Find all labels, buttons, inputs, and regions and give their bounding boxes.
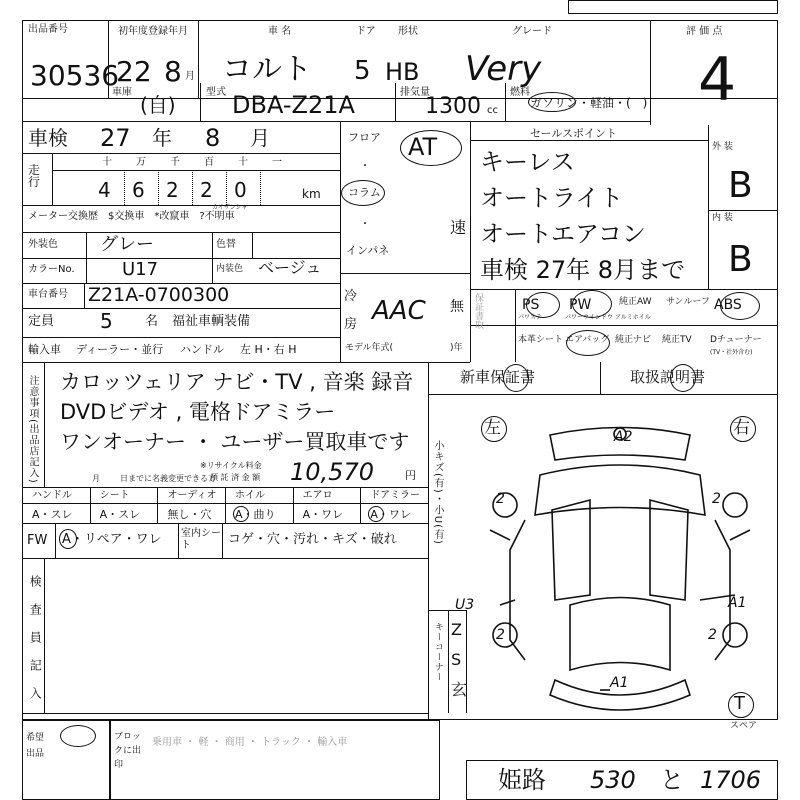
kaizan-ruby: カイザンシャ [212,204,248,211]
hope-label: 希望出品 [26,733,45,759]
mileage-digit: 0 [234,178,247,202]
equipment-circle [720,292,760,320]
part-value: A・ワレ [370,508,411,521]
score-label: 評 価 点 [686,26,723,37]
recycle-value: 10,570 [290,458,374,486]
corner-box [568,0,778,14]
block-label: ブロックに出印 [114,732,142,770]
lot-number: 30536 [30,59,120,92]
import-label: 輸入車 [28,343,61,356]
sales-point-item: 車検 27年 8月まで [480,256,686,284]
grade-value: Very [465,49,542,89]
note-line: ワンオーナー ・ ユーザー買取車です [60,430,410,454]
at-value: AT [408,133,438,161]
speed-label: 速 [450,218,467,237]
place-value: 姫路 [498,766,546,794]
dealer-label: ディーラー・並行 [76,343,164,356]
exterior-value: B [728,165,753,206]
fw-label: FW [27,533,48,548]
displacement-label: 排気量 [400,87,430,98]
fw-text: A・リペア・ワレ [62,532,162,547]
equipment-circle [526,292,560,318]
displacement-value: 1300 [425,94,481,119]
equipment-item: PS [522,297,540,313]
part-value: A・スレ [32,508,73,521]
mileage-digit: 2 [166,178,179,202]
damage-mark: U3 [455,597,475,613]
shape-value: HB [385,58,420,86]
part-value: A・曲り [235,508,276,521]
capacity-unit: 名 [145,314,159,329]
mileage-sep [124,170,125,205]
parts-sep [157,487,158,523]
lot-label: 出品番号 [28,24,68,35]
doors-value: 5 [354,56,371,86]
equipment-circle [572,290,612,318]
place-sep: と [660,766,684,794]
inspection-label: 車検 [28,126,68,150]
plate-value: (自) [140,93,176,117]
mileage-digit: 6 [132,178,145,202]
interior-label: 内 装 [712,213,733,223]
fuel-label: 燃料 [510,87,530,98]
inspection-month: 8 [205,124,221,152]
int-color-label: 内装色 [216,264,244,274]
hope-circle [60,725,96,747]
shape-label: 形状 [398,26,418,37]
damage-mark: A1 [728,595,747,611]
reg-year: 22 [116,55,152,88]
recycle-sub: 預 託 済 金 額 [210,473,261,482]
shift-floor: フロア [348,131,381,144]
chassis-label: 車台番号 [28,289,68,300]
capacity-label: 定員 [28,314,55,329]
model-year-label: モデル年式( [345,343,394,353]
equipment-item: 純正TV [662,335,692,345]
fw-circle [59,529,77,549]
warranty-new: 新車保証書 [460,368,536,386]
notes-month: 月 [92,474,100,483]
damage-mark: 2 [496,491,505,507]
equipment-item: エアバッグ [565,335,610,345]
sales-points-title: セールスポイント [530,127,618,140]
fuel-circle [528,92,576,112]
reg-month: 8 [164,55,182,88]
ac-none: 無 [450,299,464,315]
equipment-item: 本革シート [518,335,564,345]
part-circle [233,506,249,522]
left-label: 左 [484,418,501,438]
exterior-label: 外 装 [712,142,733,152]
car-name-label: 車 名 [268,26,292,37]
column-circle [341,180,385,206]
shift-inpane: インパネ [346,244,390,257]
parts-sep [90,487,91,523]
grade-label: グレード [512,26,552,37]
part-value: A・スレ [99,508,141,521]
inspector-label: 検査員記入 [28,575,43,715]
equipment-item: PW [569,297,592,313]
dot-2: ・ [360,219,370,230]
mileage-unit: 十 [102,157,112,168]
damage-mark: 2 [496,627,505,643]
handle-label: ハンドル [180,343,224,356]
meter-options: メーター交換歴 $交換車 *改竄車 ?不明車 [28,211,235,222]
legend-label: 小キズ(有)・小U(有) [432,440,443,545]
ac-label: 冷房 [344,289,358,332]
vehicle-type-table: 乗用車 ・ 軽 ・ 商用 ・ トラック ・ 輸入車 [152,737,348,748]
corner-code: 玄 [451,680,468,699]
equipment-item: ABS [714,297,742,313]
warranty-manual: 取扱説明書 [630,368,706,386]
ext-color-value: グレー [100,234,154,255]
equipment-circle [566,330,610,356]
mileage-sep [260,170,261,205]
mileage-unit: 千 [170,157,180,168]
mileage-unit: 百 [204,157,214,168]
model-year-close: )年 [450,343,463,353]
car-diagram [470,400,770,720]
notes-deadline: 日までに名義変更できる方 [120,474,216,483]
doors-label: ドア [356,26,376,37]
damage-mark: A2 [614,429,633,445]
notes-label: 注意事項(出品店記入) [27,375,38,484]
mileage-sep [192,170,193,205]
equipment-sub: (TV・社外含む) [710,349,753,356]
note-line: DVDビデオ , 電格ドアミラー [60,400,336,424]
equipment-sub: パワーウインドウ [565,314,613,321]
equipment-item: 純正AW [619,297,652,307]
place-num: 530 [590,766,636,794]
reg-year-label: 初年度登録年月 [118,26,188,37]
warranty-circle-1 [503,364,529,392]
sales-point-item: オートエアコン [480,220,646,248]
parts-sep [360,487,361,523]
sales-point-item: オートライト [480,184,624,212]
bottom-mid-box [110,720,440,800]
key-corner-label: キーコーナー [432,622,443,682]
part-value: A・ワレ [302,508,344,521]
score-value: 4 [698,45,737,115]
parts-sep [225,487,226,523]
color-code-value: U17 [122,259,159,280]
color-change-label: 色替 [216,239,236,250]
interior-value: B [728,239,753,280]
part-value: 無し・穴 [167,508,212,521]
mileage-unit: 十 [238,157,248,168]
welfare-label: 福祉車輌装備 [172,314,251,329]
shift-column: コラム [348,186,381,199]
model-label: 型式 [206,87,226,98]
km-unit: km [302,187,321,201]
dot-1: ・ [360,161,370,172]
at-circle [400,130,462,166]
mileage-line [52,170,340,171]
mileage-digit: 4 [98,178,111,202]
part-header: シート [99,490,130,501]
plate-label: 車庫 [112,87,132,98]
part-header: ドアミラー [370,490,421,501]
spare-circle [728,692,754,718]
recycle-yen: 円 [405,469,416,482]
equipment-item: 純正ナビ [615,335,652,345]
parts-sep [293,487,294,523]
mileage-label: 走行 [28,163,41,189]
capacity-value: 5 [100,309,113,333]
mileage-sep [158,170,159,205]
color-code-label: カラーNo. [28,264,75,275]
part-header: オーディオ [167,490,217,501]
spare-label: スペア [730,721,758,731]
inspection-year: 27 [100,124,131,152]
damage-mark: A1 [610,675,629,691]
car-name: コルト [222,52,312,87]
mileage-digit: 2 [200,178,213,202]
sales-point-item: キーレス [480,148,575,176]
int-color-value: ベージュ [258,258,322,277]
damage-mark: 2 [708,627,717,643]
inspection-year-unit: 年 [152,126,172,150]
part-header: ホイル [235,490,265,501]
right-label: 右 [733,418,750,438]
faded-stamp: 保 証 書 取 [475,294,485,331]
warranty-circle-2 [670,364,696,392]
mileage-sep [226,170,227,205]
equipment-item: Dチューナー [710,335,762,345]
note-line: カロッツェリア ナビ・TV , 音楽 録音 [60,370,414,394]
inspection-month-unit: 月 [250,126,270,150]
ext-color-label: 外装色 [28,239,58,250]
handle-options: 左 H・右 H [240,343,297,356]
cc-unit: cc [487,105,498,116]
equipment-item: サンルーフ [666,297,710,307]
model-code: DBA-Z21A [232,91,355,119]
equipment-sub: パワステ [518,314,542,321]
recycle-label: ※リサイクル料金 [200,461,262,470]
spare-value: T [734,693,745,714]
reg-month-unit: 月 [185,71,195,82]
place-num2: 1706 [700,766,762,794]
chassis-value: Z21A-0700300 [88,284,230,306]
equipment-sub: アルミホイル [615,314,651,321]
room-label: 室内シート [181,528,221,551]
corner-code: S [451,650,462,669]
corner-code: Z [451,620,462,639]
part-header: エアロ [302,490,333,501]
part-header: ハンドル [32,490,72,501]
damage-mark: 2 [712,491,721,507]
fuel-options: ガソリン・軽油・( ) [530,96,648,110]
mileage-unit: 一 [272,157,282,168]
fw-room-text: コゲ・穴・汚れ・キズ・破れ [228,532,397,547]
ac-value: AAC [372,296,426,326]
mileage-unit: 万 [136,157,146,168]
